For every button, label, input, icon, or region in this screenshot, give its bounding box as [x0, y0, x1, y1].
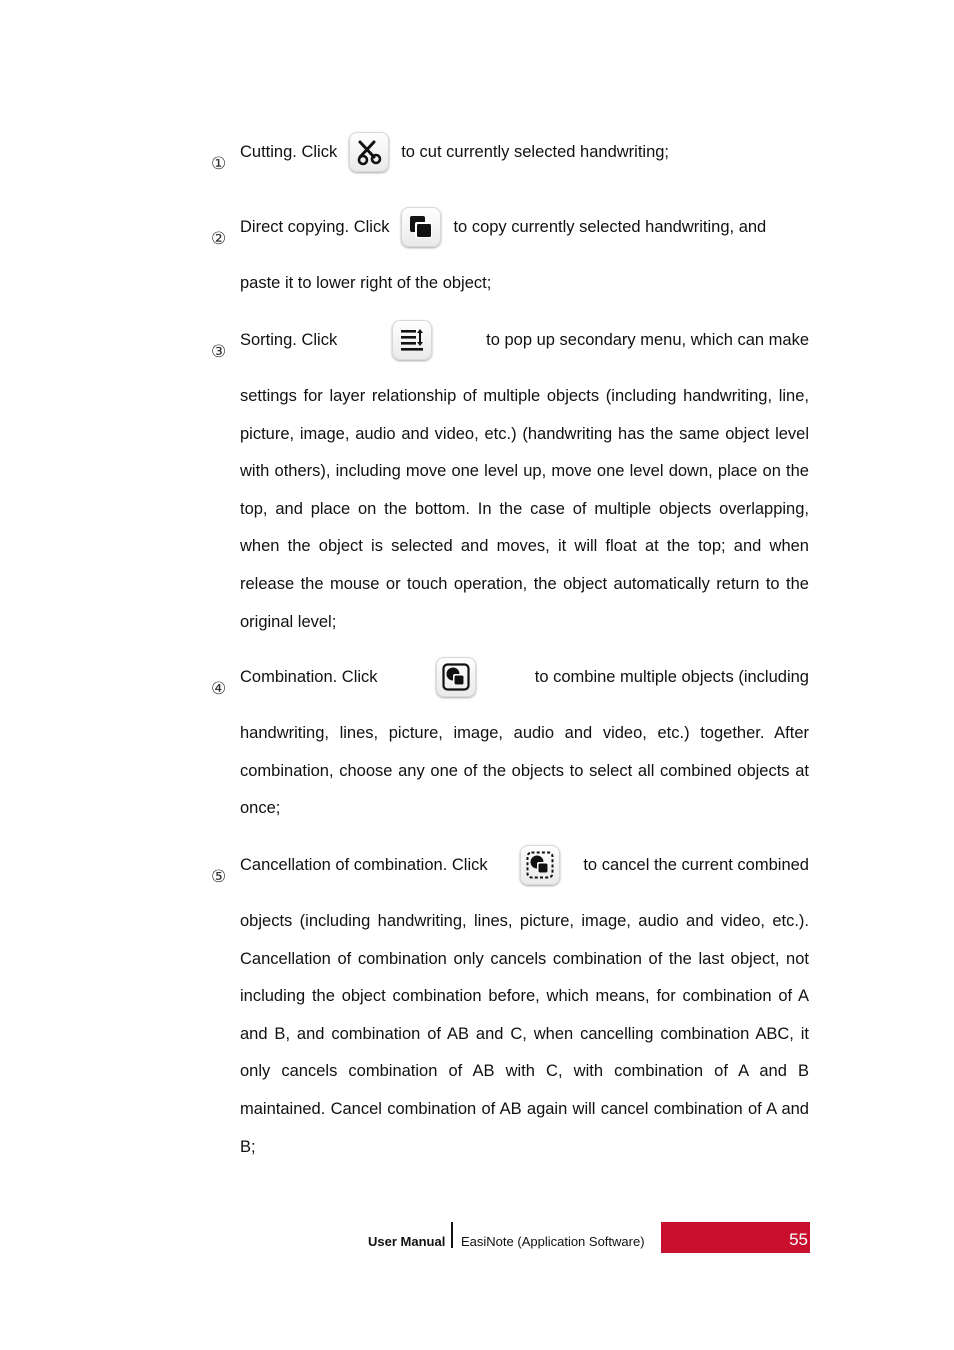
scissors-icon[interactable]: [349, 132, 389, 172]
item-trail-text: to copy currently selected handwriting, and: [453, 217, 767, 236]
item-lead-text: Cutting. Click: [240, 142, 338, 161]
item-lead-text: Combination. Click: [240, 667, 378, 686]
item-number: ②: [211, 229, 227, 249]
footer-page-box: [661, 1222, 810, 1253]
item-number: ④: [211, 679, 227, 699]
item-lead-text: Direct copying. Click: [240, 217, 390, 236]
item-trail-text: to cut currently selected handwriting;: [401, 142, 670, 161]
combine-icon[interactable]: [436, 657, 476, 697]
item-trail-text: to pop up secondary menu, which can make: [486, 330, 809, 349]
item-lead-text: Sorting. Click: [240, 330, 338, 349]
item-lead-text: Cancellation of combination. Click: [240, 855, 488, 874]
copy-icon[interactable]: [401, 207, 441, 247]
item-trail-text: to cancel the current combined: [583, 855, 809, 874]
footer-divider: [451, 1222, 453, 1248]
item-body-text: settings for layer relationship of multiple objects (including handwriting, line, picture, image, audio and video, etc.) (handwriting has the same object level with others), including move one level up, move one level down, place on the top, and place on the bottom. In the case of multiple objects overlapping, when the object is selected and moves, it will float at the top; and when release the mouse or touch operation, the object automatically return to the original level;: [240, 387, 809, 631]
item-body-text: handwriting, lines, picture, image, audio and video, etc.) together. After combination, choose any one of the objects to select all combined objects at once;: [240, 724, 809, 818]
item-number: ①: [211, 154, 227, 174]
footer-app-name: EasiNote (Application Software): [461, 1234, 645, 1249]
item-number: ③: [211, 342, 227, 362]
sort-layers-icon[interactable]: [392, 320, 432, 360]
item-body-text: paste it to lower right of the object;: [240, 274, 492, 292]
page-footer: [0, 1222, 954, 1254]
uncombine-icon[interactable]: [520, 845, 560, 885]
footer-manual-label: User Manual: [368, 1234, 446, 1249]
item-number: ⑤: [211, 867, 227, 887]
item-trail-text: to combine multiple objects (including: [534, 667, 809, 686]
item-body-text: objects (including handwriting, lines, picture, image, audio and video, etc.). Cancellation of combination only cancels combination of the last object, not including the object combination before, which means, for combination of A and B, and combination of AB and C, when cancelling combination ABC, it only cancels combination of AB with C, with combination of A and B maintained. Cancel combination of AB again will cancel combination of A and B;: [240, 912, 809, 1156]
page-number: 55: [789, 1230, 808, 1249]
